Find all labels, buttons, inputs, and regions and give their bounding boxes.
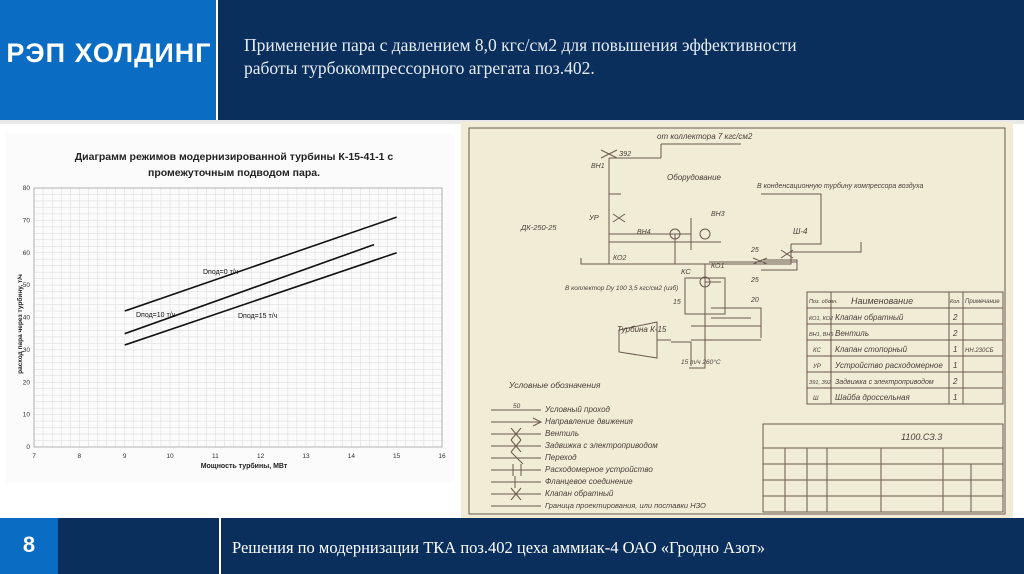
table-row-4-name: Задвижка с электроприводом (835, 379, 934, 386)
label-vn1: ВН1 (591, 163, 605, 170)
chart-panel (6, 134, 454, 482)
x-tick-label: 12 (257, 453, 265, 460)
x-tick-label: 9 (122, 453, 127, 460)
logo (0, 0, 218, 120)
legend-code-0: 50 (513, 403, 521, 410)
y-tick-label: 50 (22, 282, 30, 290)
label-vn3: ВН3 (711, 211, 725, 218)
x-tick-label: 14 (347, 453, 355, 460)
x-tick-label: 15 (393, 453, 401, 460)
chart-title-line-1: Диаграмм режимов модернизированной турбины К-15-41-1 с (74, 151, 394, 163)
table-row-2-pos: КС (813, 348, 821, 354)
table-row-0-name: Клапан обратный (835, 313, 904, 322)
legend-item-0: Условный проход (545, 405, 610, 414)
label-z92: З92 (619, 151, 632, 158)
table-row-1-qty: 2 (953, 329, 958, 338)
y-tick-label: 40 (22, 314, 30, 322)
label-steam: 15 т/ч 260°С (681, 359, 721, 366)
label-from-collector: от коллектора 7 кгс/см2 (657, 132, 753, 141)
x-tick-label: 7 (32, 453, 36, 460)
legend-title: Условные обозначения (509, 380, 601, 390)
label-collector: В коллектор Dу 100 3,5 кгс/см2 (изб) (565, 285, 679, 292)
label-vn4: ВН4 (637, 229, 651, 236)
label-ur: УР (589, 213, 599, 222)
table-row-3-qty: 1 (953, 361, 958, 370)
x-tick-label: 10 (166, 453, 174, 460)
legend-item-6: Фланцевое соединение (545, 477, 633, 486)
label-p25b: 25 (751, 277, 759, 284)
legend-item-3: Задвижка с электроприводом (545, 441, 658, 450)
legend-item-1: Направление движения (545, 417, 633, 426)
y-tick-label: 20 (22, 379, 30, 387)
legend-item-4: Переход (545, 453, 577, 462)
stamp-code: 1100.СЗ.3 (901, 432, 943, 442)
series-label-0: Dпод=0 т/ч (203, 269, 239, 276)
table-row-5-qty: 1 (953, 393, 958, 402)
label-turbine: Турбина К-15 (617, 325, 667, 334)
series-label-1: Dпод=10 т/ч (136, 312, 176, 319)
table-row-5-name: Шайба дроссельная (835, 393, 910, 402)
footer-caption: Решения по модернизации ТКА поз.402 цеха аммиак-4 ОАО «Гродно Азот» (232, 538, 766, 557)
table-row-0-pos: КО1, КО2 (809, 316, 834, 322)
legend-item-5: Расходомерное устройство (545, 465, 653, 474)
label-equipment: Оборудование (667, 173, 721, 182)
piping-scheme-drawing (461, 122, 1013, 518)
legend-item-2: Вентиль (545, 429, 580, 438)
table-row-0-qty: 2 (953, 313, 958, 322)
table-row-4-pos: З91, З92 (809, 380, 832, 386)
table-row-1-pos: ВН1, ВН5 (809, 332, 834, 338)
label-sh4: Ш-4 (793, 227, 808, 236)
table-header-pos: Поз. обозн. (809, 299, 838, 305)
x-tick-label: 16 (438, 453, 446, 460)
page-number: 8 (22, 532, 36, 557)
x-tick-label: 13 (302, 453, 310, 460)
table-header-qty: Кол. (950, 299, 961, 305)
table-row-2-qty: 1 (953, 345, 958, 354)
x-axis-label: Мощность турбины, МВт (200, 463, 288, 470)
mode-diagram-chart (6, 134, 454, 482)
legend-item-8: Граница проектирования, или поставки НЗО (545, 501, 706, 510)
table-row-2-name: Клапан стопорный (835, 345, 908, 354)
scheme-svg (461, 122, 1013, 518)
title-line-2: работы турбокомпрессорного агрегата поз.402. (244, 58, 595, 78)
table-row-3-name: Устройство расходомерное (835, 361, 943, 370)
label-p20: 20 (751, 297, 759, 304)
y-tick-label: 70 (22, 217, 30, 225)
label-dk: ДК-250-25 (521, 223, 557, 232)
table-row-3-pos: УР (813, 364, 821, 370)
x-tick-label: 8 (77, 453, 82, 460)
label-ko2: КО2 (613, 255, 627, 262)
x-tick-label: 11 (211, 453, 219, 460)
footer-divider (219, 518, 221, 574)
label-p15: 15 (673, 299, 681, 306)
y-tick-label: 10 (22, 411, 30, 419)
series-label-2: Dпод=15 т/ч (238, 313, 278, 320)
table-row-1-name: Вентиль (835, 329, 870, 338)
table-row-2-note: НН.230СБ (965, 348, 994, 354)
logo-text: РЭП ХОЛДИНГ (6, 38, 212, 68)
table-header-name: Наименование (851, 296, 914, 306)
label-ks: КС (681, 267, 691, 276)
label-ko1: КО1 (711, 263, 725, 270)
legend-item-7: Клапан обратный (545, 489, 614, 498)
y-tick-label: 30 (22, 346, 30, 354)
y-axis-label: расход пара через турбину, т/ч (17, 274, 24, 374)
title-line-1: Применение пара с давлением 8,0 кгс/см2 для повышения эффективности (244, 35, 797, 55)
table-row-4-qty: 2 (953, 377, 958, 386)
slide-title (244, 34, 984, 80)
y-tick-label: 60 (22, 249, 30, 257)
label-p25a: 25 (751, 247, 759, 254)
table-header-note: Примечание (965, 299, 1000, 305)
label-to-condenser: В конденсационную турбину компрессора воздуха (757, 183, 924, 190)
chart-title-line-2: промежуточным подводом пара. (147, 167, 321, 179)
series-line-1 (125, 245, 374, 334)
y-tick-label: 80 (22, 185, 30, 192)
table-row-5-pos: Ш (813, 396, 819, 402)
y-tick-label: 0 (26, 444, 30, 451)
